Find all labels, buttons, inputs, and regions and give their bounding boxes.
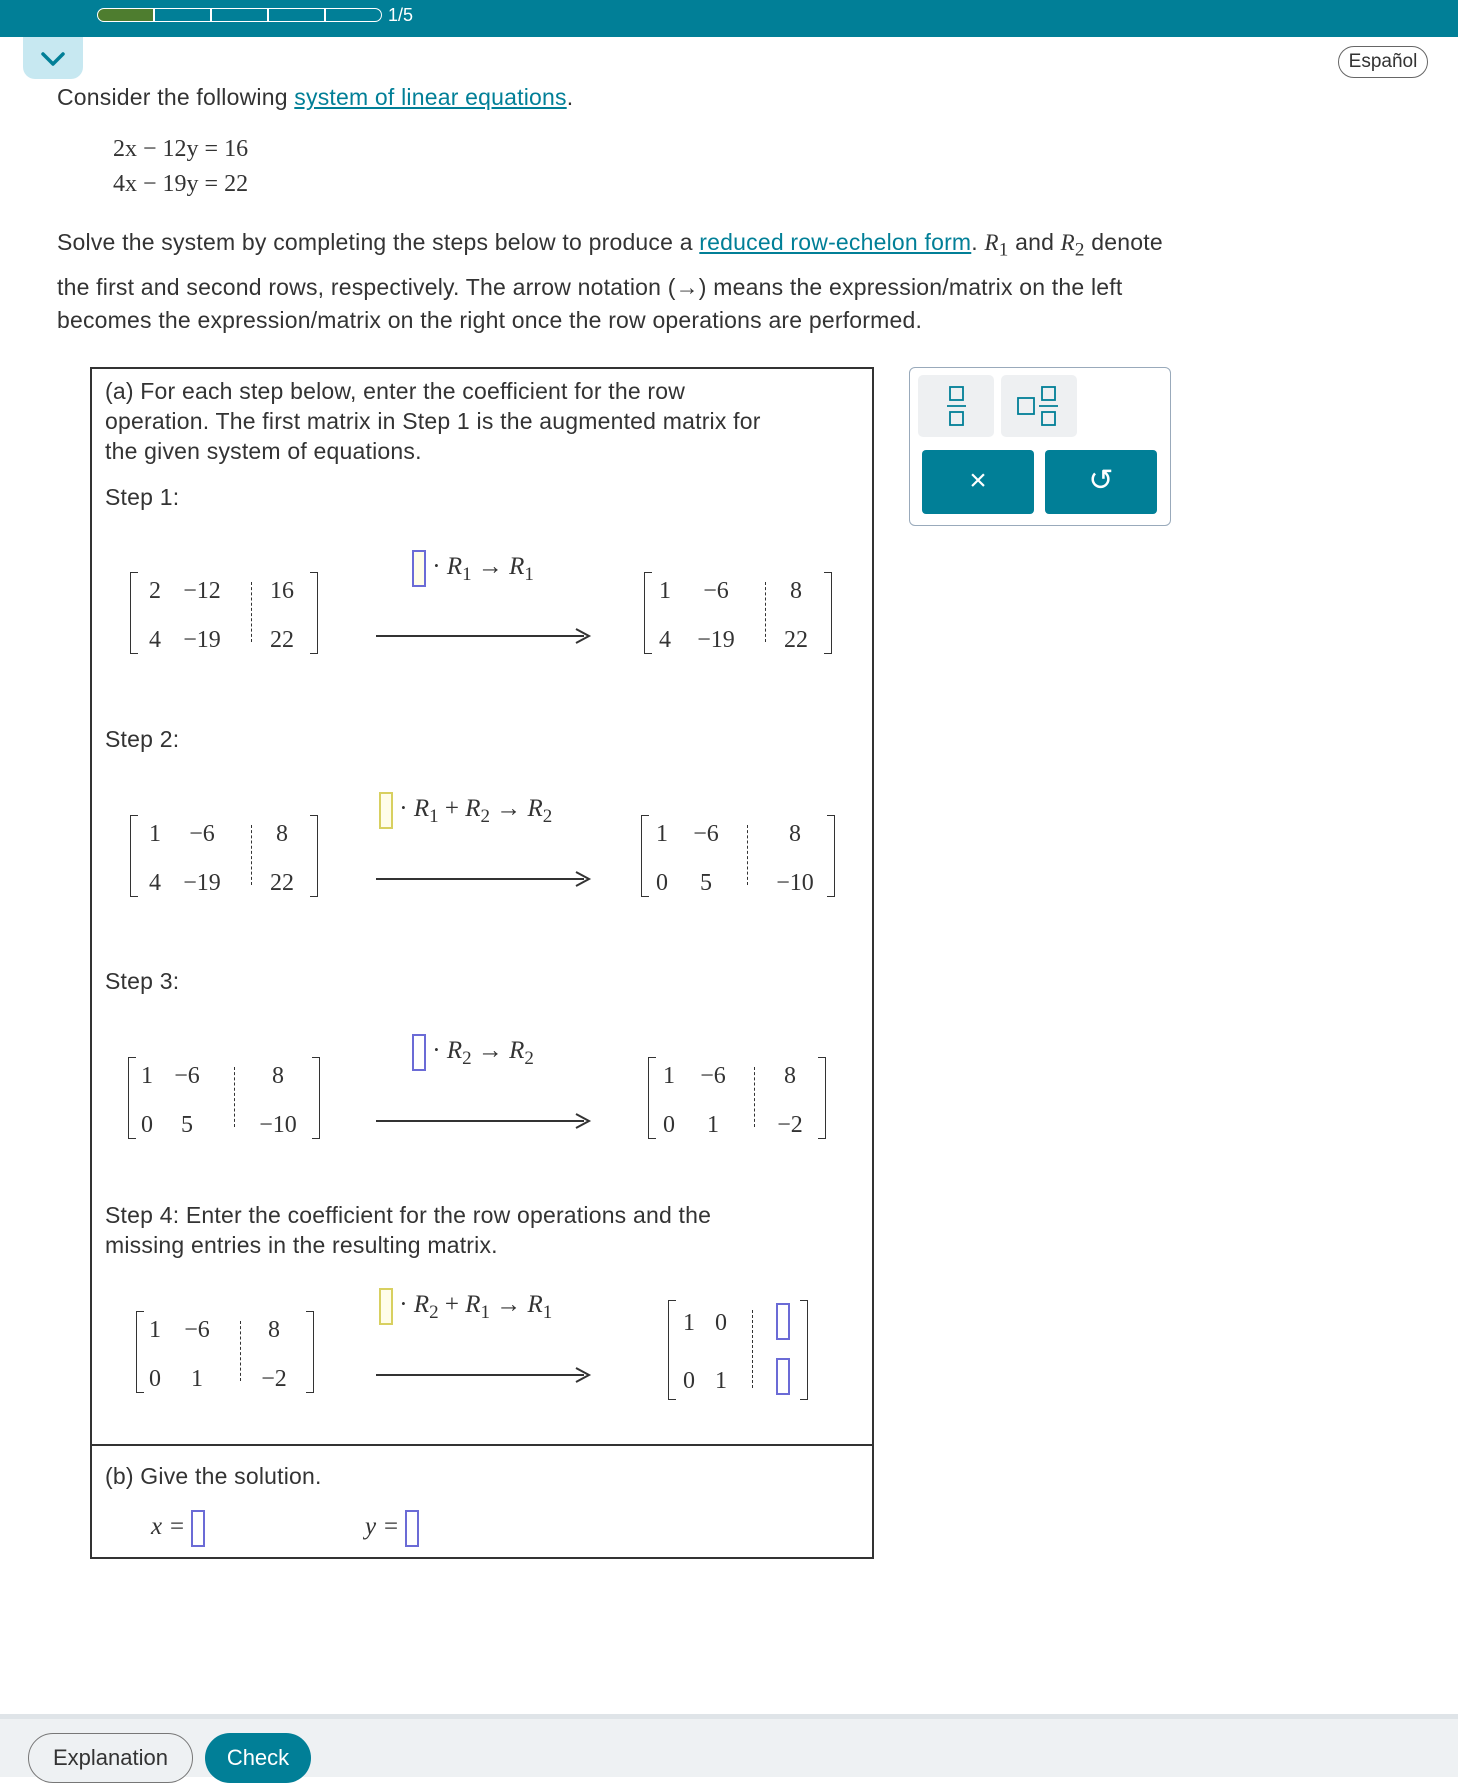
step-3-arrow: [376, 1120, 584, 1122]
instruction-line-3: becomes the expression/matrix on the right once the row operations are performed.: [57, 307, 923, 333]
chevron-down-icon: [23, 37, 83, 79]
fraction-button[interactable]: [918, 375, 994, 437]
system-link[interactable]: system of linear equations: [294, 84, 567, 110]
step-4-coefficient-input[interactable]: [379, 1288, 393, 1325]
equation-2: 4x − 19y = 22: [113, 171, 249, 197]
progress-segment-2: [154, 8, 211, 22]
step-3-left-matrix: 1 −6 8 0 5 −10: [128, 1057, 322, 1141]
x-input[interactable]: [191, 1510, 205, 1547]
language-toggle[interactable]: Español: [1338, 46, 1428, 78]
step-1-label: Step 1:: [105, 484, 180, 510]
step-4-label: Step 4: Enter the coefficient for the row operations and the missing entries in the resulting matrix.: [105, 1202, 712, 1258]
undo-button[interactable]: [1045, 450, 1157, 514]
panel-divider: [90, 1444, 874, 1446]
y-input[interactable]: [405, 1510, 419, 1547]
equation-1: 2x − 12y = 16: [113, 136, 249, 162]
mixed-number-icon: [1001, 375, 1077, 437]
step-4-entry-row2-input[interactable]: [776, 1358, 790, 1395]
undo-icon: ↺: [1088, 464, 1114, 497]
clear-button[interactable]: [922, 450, 1034, 514]
step-4-arrow: [376, 1374, 584, 1376]
step-3-right-matrix: 1 −6 8 0 1 −2: [648, 1057, 828, 1141]
step-3-label: Step 3:: [105, 968, 180, 994]
step-2-right-matrix: 1 −6 8 0 5 −10: [641, 815, 837, 899]
instruction-line-2: the first and second rows, respectively. The arrow notation (→) means the expression/matrix on the left: [57, 274, 1123, 300]
step-2-label: Step 2:: [105, 726, 180, 752]
x-answer: x =: [151, 1510, 205, 1547]
progress-segment-1: [97, 8, 154, 22]
step-1-arrow: [376, 635, 584, 637]
step-4-right-matrix: 1 0 0 1: [668, 1300, 810, 1402]
step-2-coefficient-input[interactable]: [379, 792, 393, 829]
close-icon: ×: [969, 464, 987, 497]
part-a-intro: (a) For each step below, enter the coefficient for the row operation. The first matrix in Step 1 is the augmented matrix for the given system of equations.: [105, 378, 761, 464]
step-3-operation: · $R_2 \to R_2$: [412, 1034, 534, 1071]
arrow-head-icon: [574, 871, 592, 887]
explanation-button[interactable]: Explanation: [28, 1733, 193, 1783]
collapse-button[interactable]: [23, 37, 83, 79]
step-1-operation: · $R_1 \to R_1$: [412, 550, 534, 587]
part-b-label: (b) Give the solution.: [105, 1463, 322, 1489]
arrow-head-icon: [574, 628, 592, 644]
rref-link[interactable]: reduced row-echelon form: [699, 229, 972, 255]
step-2-arrow: [376, 878, 584, 880]
check-button[interactable]: Check: [205, 1733, 311, 1783]
arrow-head-icon: [574, 1113, 592, 1129]
progress-segment-3: [211, 8, 268, 22]
intro-text: Consider the following system of linear equations.: [57, 84, 574, 110]
progress-count: 1/5: [388, 5, 414, 25]
step-1-left-matrix: 2 −12 16 4 −19 22: [130, 572, 320, 656]
step-1-coefficient-input[interactable]: [412, 550, 426, 587]
arrow-head-icon: [574, 1367, 592, 1383]
step-4-left-matrix: 1 −6 8 0 1 −2: [136, 1311, 316, 1395]
step-3-coefficient-input[interactable]: [412, 1034, 426, 1071]
progress-segment-4: [268, 8, 325, 22]
fraction-icon: [918, 375, 994, 437]
y-answer: y =: [365, 1510, 419, 1547]
step-2-left-matrix: 1 −6 8 4 −19 22: [130, 815, 320, 899]
step-2-operation: · $R_1 + R_2 \to R_2$: [379, 792, 552, 829]
step-4-entry-row1-input[interactable]: [776, 1303, 790, 1340]
instruction-line-1: Solve the system by completing the steps below to produce a reduced row-echelon form. $R_1$ and $R_2$ denote: [57, 229, 1163, 261]
top-bar: [0, 0, 1458, 37]
progress-segment-5: [325, 8, 382, 22]
step-1-right-matrix: 1 −6 8 4 −19 22: [644, 572, 834, 656]
mixed-number-button[interactable]: [1001, 375, 1077, 437]
step-4-operation: · $R_2 + R_1 \to R_1$: [379, 1288, 552, 1325]
